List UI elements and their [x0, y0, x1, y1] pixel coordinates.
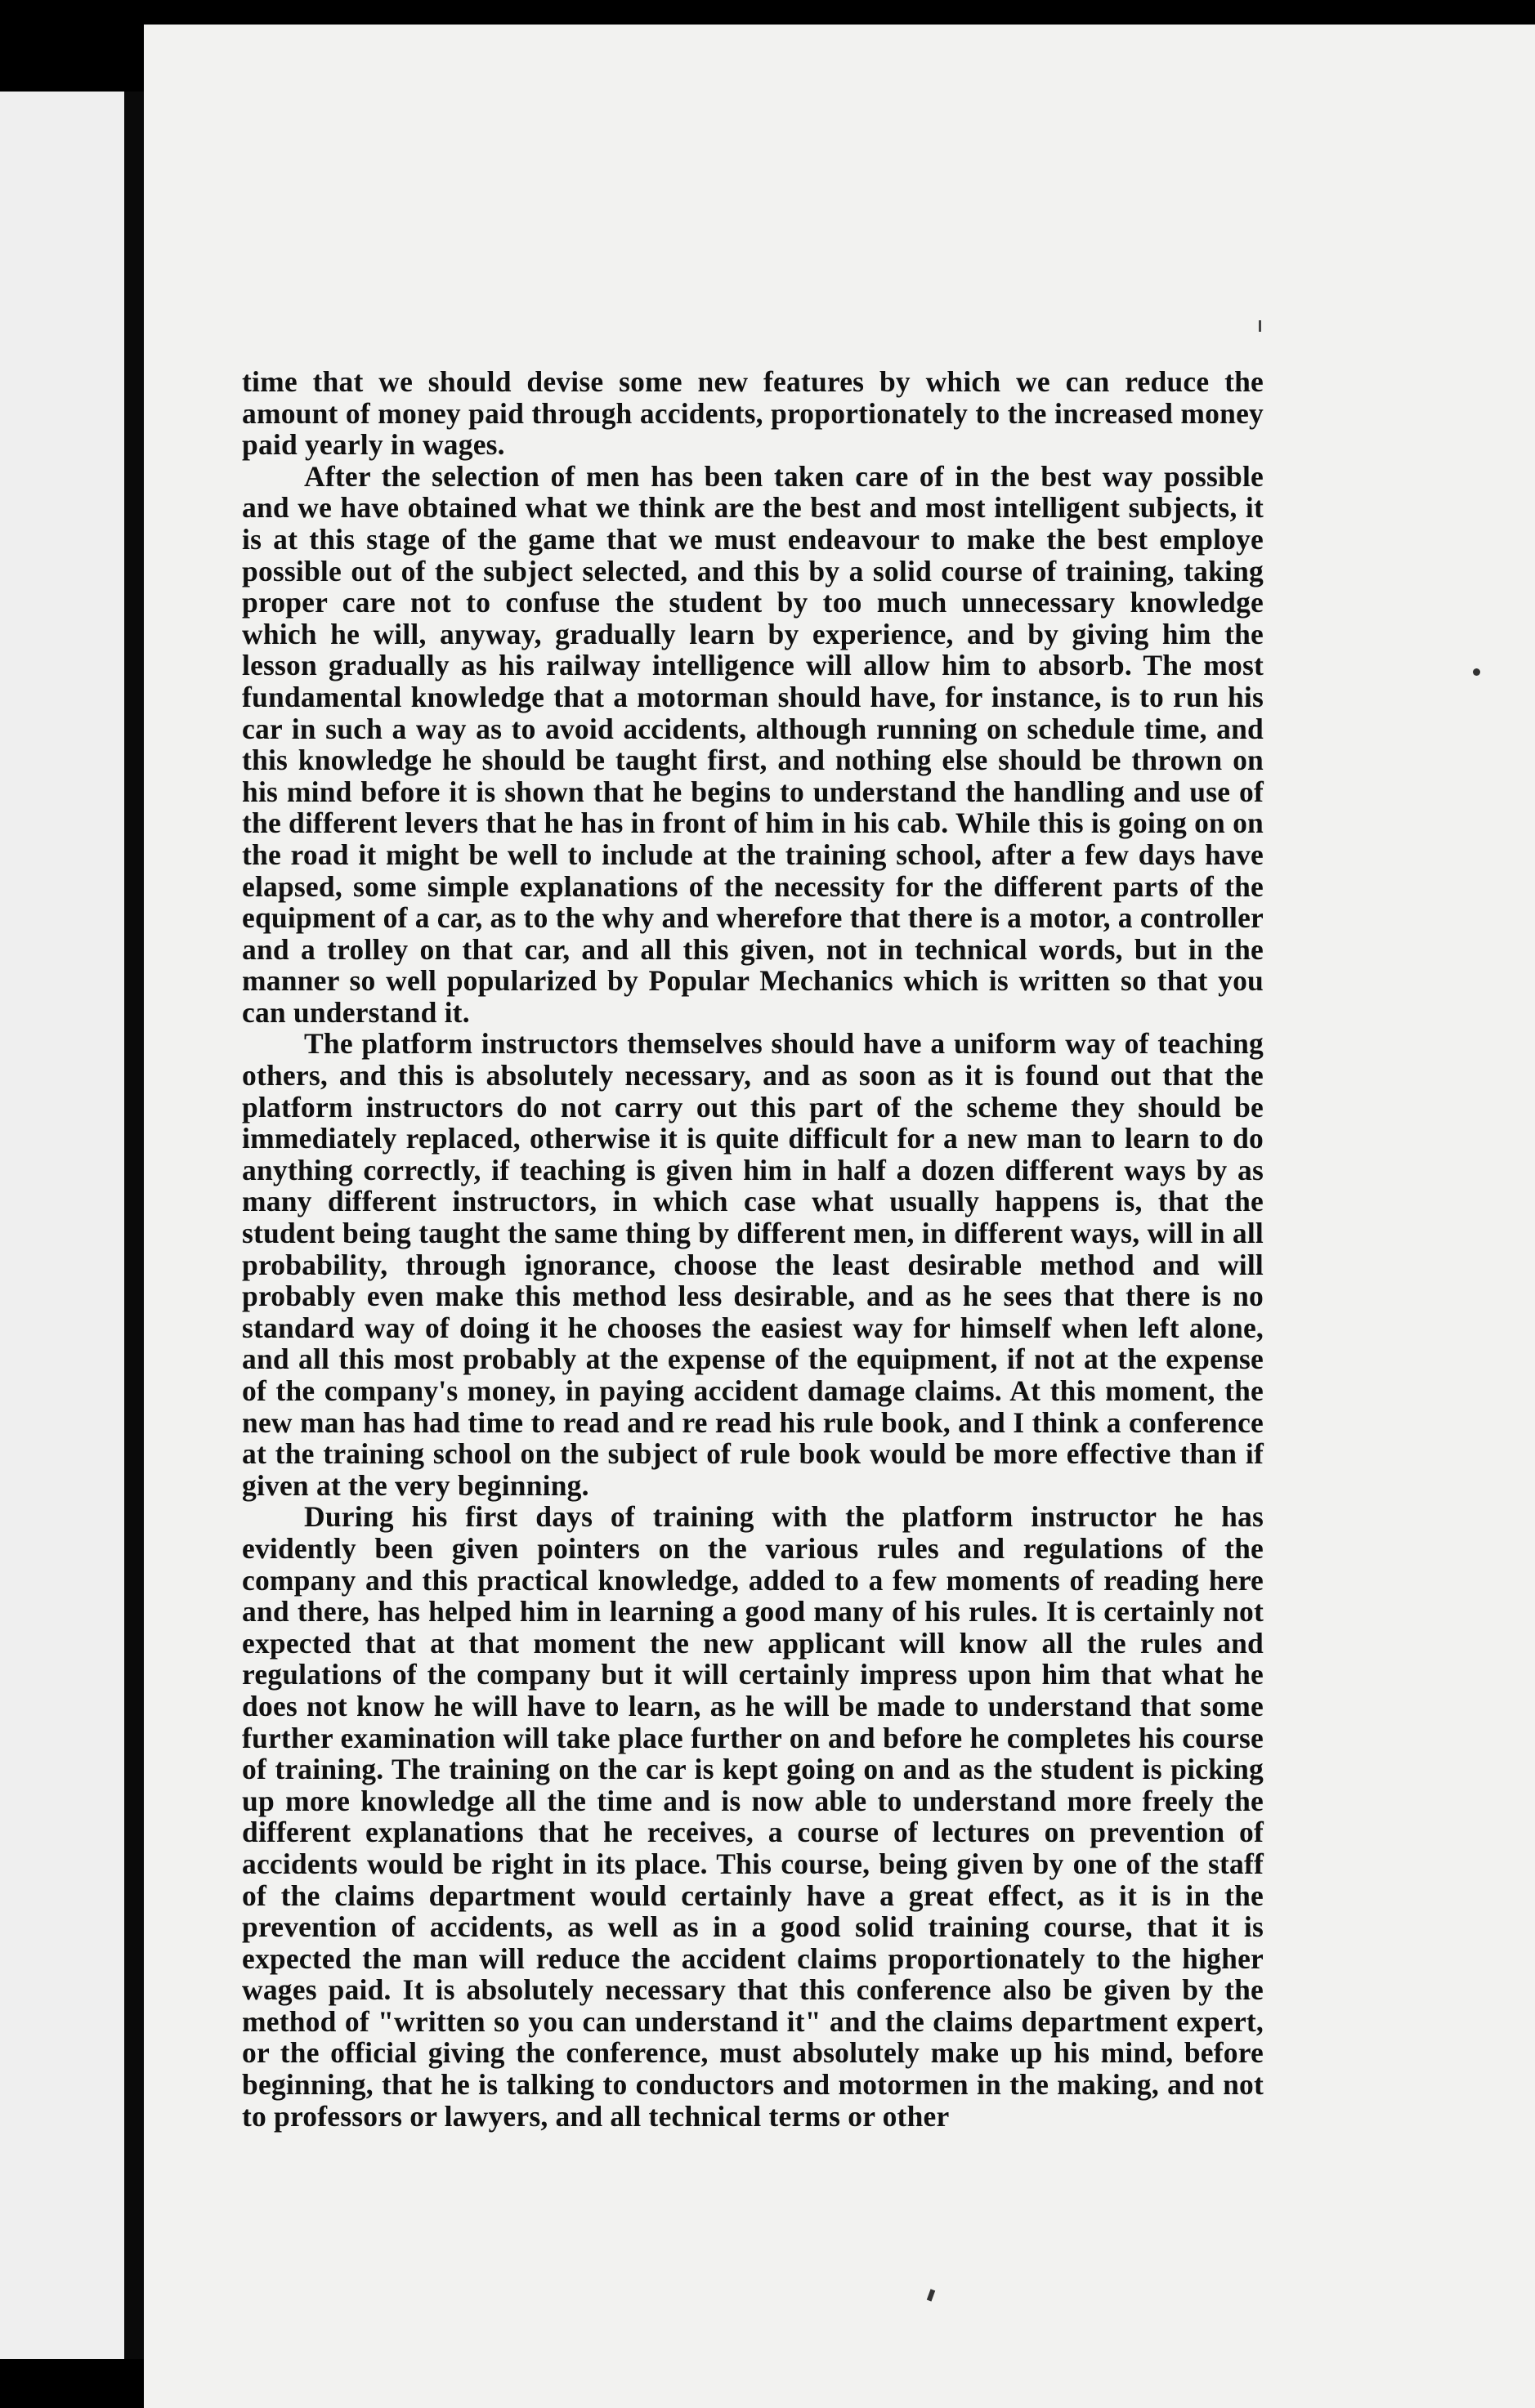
paragraph-2: After the selection of men has been taken care of in the best way possible and we have obtained what we think are the best and most intelligent subjects, it is at this stage of the game that we must endeavour to make the best employe possible out of the subject selected, and this by a solid course of training, taking proper care not to confuse the student by too much unnecessary knowledge which he will, anyway, gradually learn by experience, and by giving him the lesson gradually as his railway intelligence will allow him to absorb. The most fundamental knowledge that a motorman should have, for instance, is to run his car in such a way as to avoid accidents, although running on schedule time, and this knowledge he should be taught first, and nothing else should be thrown on his mind before it is shown that he begins to understand the handling and use of the different levers that he has in front of him in his cab. While this is going on on the road it might be well to include at the training school, after a few days have elapsed, some simple explanations of the necessity for the different parts of the equipment of a car, as to the why and wherefore that there is a motor, a controller and a trolley on that car, and all this given, not in technical words, but in the manner so well popularized by Popular Mechanics which is written so that you can understand it. — [242, 459, 1264, 1029]
facing-page-edge — [0, 92, 124, 2359]
margin-mark — [1259, 320, 1261, 332]
paragraph-4: During his first days of training with the platform instructor he has evidently been given pointers on the various rules and regulations of the company and this practical knowledge, added to a few moments of reading here and there, has helped him in learning a good many of his rules. It is certainly not expected that at that moment the new applicant will know all the rules and regulations of the company but it will certainly impress upon him that what he does not know he will have to learn, as he will be made to understand that some further examination will take place further on and before he completes his course of training. The training on the car is kept going on and as the student is picking up more knowledge all the time and is now able to understand more freely the different explanations that he receives, a course of lectures on prevention of accidents would be right in its place. This course, being given by one of the staff of the claims department would certainly have a great effect, as it is in the prevention of accidents, as well as in a good solid training course, that it is expected the man will reduce the accident claims proportionately to the higher wages paid. It is absolutely necessary that this conference also be given by the method of "written so you can understand it" and the claims department expert, or the official giving the conference, must absolutely make up his mind, before beginning, that he is talking to conductors and motormen in the making, and not to professors or lawyers, and all technical terms or other — [242, 1500, 1264, 2133]
paragraph-3: The platform instructors themselves should have a uniform way of teaching others, and this is absolutely necessary, and as soon as it is found out that the platform instructors do not carry out this part of the scheme they should be immediately replaced, otherwise it is quite difficult for a new man to learn to do anything correctly, if teaching is given him in half a dozen different ways by as many different instructors, in which case what usually happens is, that the student being taught the same thing by different men, in different ways, will in all probability, through ignorance, choose the least desirable method and will probably even make this method less desirable, and as he sees that there is no standard way of doing it he chooses the easiest way for himself when left alone, and all this most probably at the expense of the equipment, if not at the expense of the company's money, in paying accident damage claims. At this moment, the new man has had time to read and re read his rule book, and I think a conference at the training school on the subject of rule book would be more effective than if given at the very beginning. — [242, 1027, 1264, 1502]
body-text — [242, 366, 1264, 2132]
scanned-page — [144, 25, 1535, 2408]
margin-dot — [1473, 668, 1480, 676]
bottom-mark — [927, 2289, 935, 2301]
paragraph-1: time that we should devise some new features by which we can reduce the amount of money paid through accidents, proportionately to the increased money paid yearly in wages. — [242, 365, 1264, 462]
book-gutter — [124, 92, 144, 2359]
